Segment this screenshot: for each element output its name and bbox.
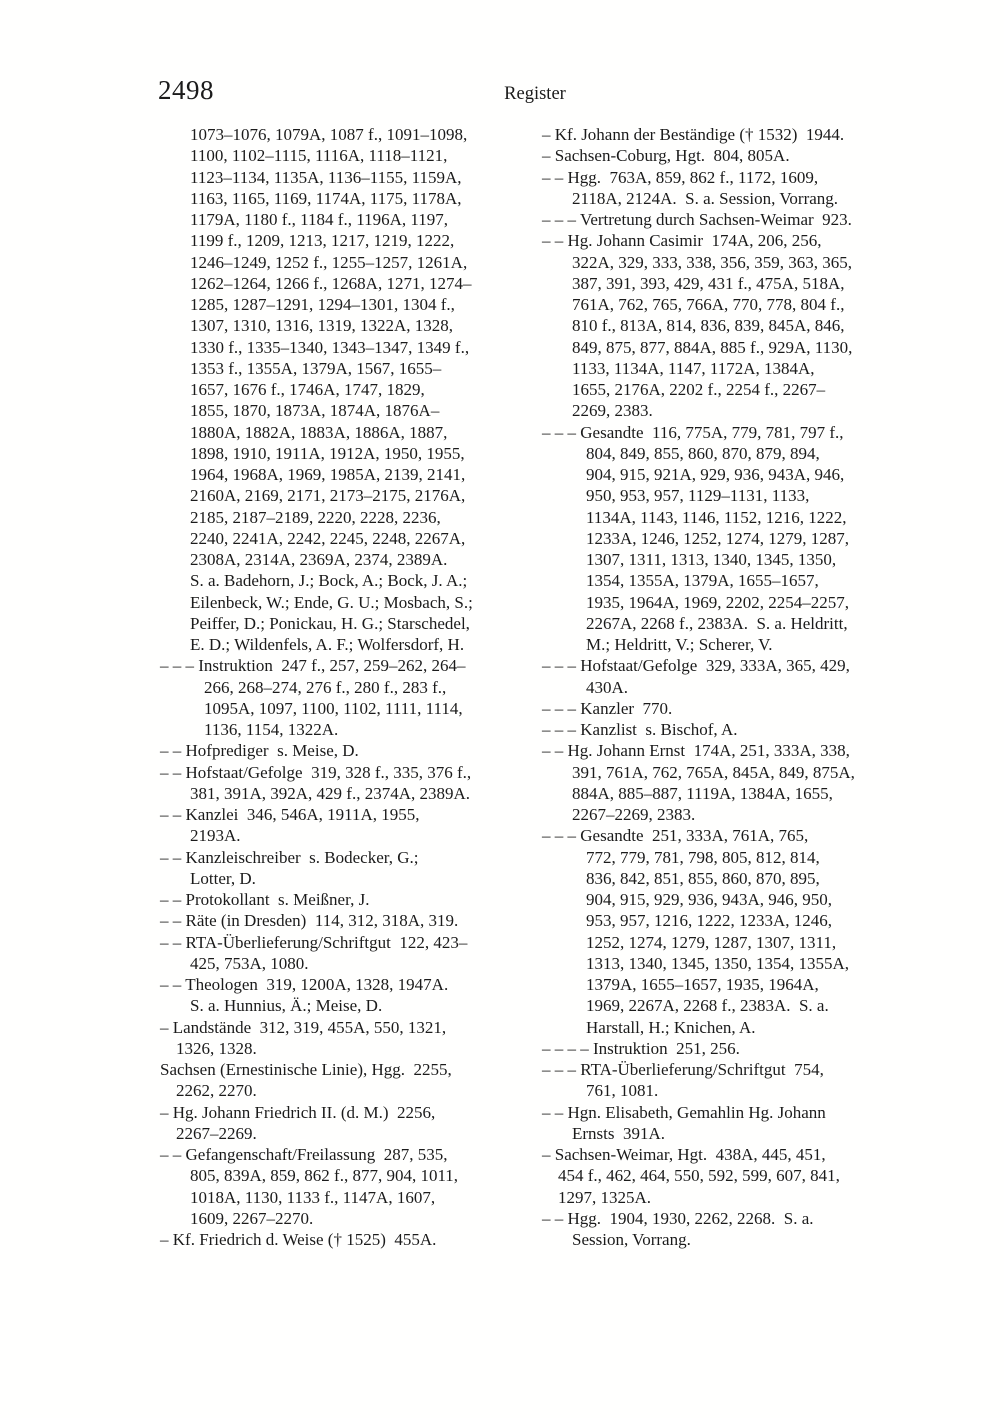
index-line: 2267A, 2268 f., 2383A. S. a. Heldritt, xyxy=(586,613,848,633)
index-line: 1133, 1134A, 1147, 1172A, 1384A, xyxy=(572,358,815,378)
index-line: 1657, 1676 f., 1746A, 1747, 1829, xyxy=(190,380,425,399)
index-line: – – RTA-Überlieferung/Schriftgut 122, 423– xyxy=(160,932,468,952)
index-line: – Hg. Johann Friedrich II. (d. M.) 2256, xyxy=(160,1102,436,1122)
index-line: – – – Hofstaat/Gefolge 329, 333A, 365, 429, xyxy=(542,656,850,676)
index-line: 2185, 2187–2189, 2220, 2228, 2236, xyxy=(190,507,441,527)
index-right-column xyxy=(542,124,922,1250)
index-line: 884A, 885–887, 1119A, 1384A, 1655, xyxy=(572,783,833,803)
index-line: 810 f., 813A, 814, 836, 839, 845A, 846, xyxy=(572,316,845,336)
index-line: 1179A, 1180 f., 1184 f., 1196A, 1197, xyxy=(190,210,448,229)
index-line: 1313, 1340, 1345, 1350, 1354, 1355A, xyxy=(586,953,850,973)
index-line: 1655, 2176A, 2202 f., 2254 f., 2267– xyxy=(572,380,826,399)
index-line: Harstall, H.; Knichen, A. xyxy=(586,1017,756,1037)
index-line: – – – – Instruktion 251, 256. xyxy=(542,1038,740,1058)
index-line: Ernsts 391A. xyxy=(572,1123,666,1143)
index-line: 804, 849, 855, 860, 870, 879, 894, xyxy=(586,443,820,463)
index-line: – – – Instruktion 247 f., 257, 259–262, 264– xyxy=(160,656,466,676)
index-line: 1262–1264, 1266 f., 1268A, 1271, 1274– xyxy=(190,273,472,293)
index-left-column xyxy=(160,124,538,1250)
page-number: 2498 xyxy=(158,75,214,105)
index-line: 266, 268–274, 276 f., 280 f., 283 f., xyxy=(204,677,447,697)
index-line: – – Theologen 319, 1200A, 1328, 1947A. xyxy=(160,975,449,994)
index-line: 1199 f., 1209, 1213, 1217, 1219, 1222, xyxy=(190,231,455,251)
index-line: 1880A, 1882A, 1883A, 1886A, 1887, xyxy=(190,422,448,442)
index-line: – Kf. Johann der Beständige († 1532) 1944. xyxy=(542,125,845,144)
index-line: – – Hg. Johann Ernst 174A, 251, 333A, 338, xyxy=(542,741,850,761)
index-line: 1297, 1325A. xyxy=(558,1187,652,1207)
index-line: – – Hgg. 1904, 1930, 2262, 2268. S. a. xyxy=(542,1208,814,1228)
index-line: 849, 875, 877, 884A, 885 f., 929A, 1130, xyxy=(572,337,853,357)
index-line: 1898, 1910, 1911A, 1912A, 1950, 1955, xyxy=(190,443,465,463)
index-line: 430A. xyxy=(586,677,629,697)
index-line: 1379A, 1655–1657, 1935, 1964A, xyxy=(586,975,819,994)
index-line: 2240, 2241A, 2242, 2245, 2248, 2267A, xyxy=(190,528,466,548)
index-line: 1609, 2267–2270. xyxy=(190,1208,314,1228)
index-line: 1233A, 1246, 1252, 1274, 1279, 1287, xyxy=(586,528,850,548)
index-line: 1018A, 1130, 1133 f., 1147A, 1607, xyxy=(190,1187,436,1207)
index-line: 1100, 1102–1115, 1116A, 1118–1121, xyxy=(190,146,448,166)
index-line: 391, 761A, 762, 765A, 845A, 849, 875A, xyxy=(572,762,855,782)
index-line: – – Hofstaat/Gefolge 319, 328 f., 335, 376 f., xyxy=(160,762,472,782)
index-line: 2267–2269. xyxy=(176,1123,257,1143)
index-line: 1123–1134, 1135A, 1136–1155, 1159A, xyxy=(190,167,462,187)
index-line: 904, 915, 929, 936, 943A, 946, 950, xyxy=(586,890,833,909)
index-line: 1354, 1355A, 1379A, 1655–1657, xyxy=(586,571,819,591)
index-line: 1134A, 1143, 1146, 1152, 1216, 1222, xyxy=(586,507,847,527)
index-line: 1136, 1154, 1322A. xyxy=(204,720,339,739)
index-line: 772, 779, 781, 798, 805, 812, 814, xyxy=(586,847,820,867)
index-line: 2269, 2383. xyxy=(572,401,653,421)
index-line: Sachsen (Ernestinische Linie), Hgg. 2255, xyxy=(160,1060,452,1079)
index-line: 381, 391A, 392A, 429 f., 2374A, 2389A. xyxy=(190,783,471,803)
index-line: – – Hofprediger s. Meise, D. xyxy=(160,741,359,761)
index-line: 454 f., 462, 464, 550, 592, 599, 607, 841, xyxy=(558,1166,840,1186)
index-line: 950, 953, 957, 1129–1131, 1133, xyxy=(586,486,810,506)
index-line: 322A, 329, 333, 338, 356, 359, 363, 365, xyxy=(572,252,853,272)
index-line: – – – Vertretung durch Sachsen-Weimar 923. xyxy=(542,210,852,229)
index-line: M.; Heldritt, V.; Scherer, V. xyxy=(586,635,773,654)
index-line: – – Gefangenschaft/Freilassung 287, 535, xyxy=(160,1145,448,1164)
index-line: 761, 1081. xyxy=(586,1081,659,1101)
index-line: 1326, 1328. xyxy=(176,1038,257,1058)
index-line: 1964, 1968A, 1969, 1985A, 2139, 2141, xyxy=(190,465,466,484)
index-line: 1855, 1870, 1873A, 1874A, 1876A– xyxy=(190,401,440,421)
index-line: 1163, 1165, 1169, 1174A, 1175, 1178A, xyxy=(190,188,462,208)
index-line: Peiffer, D.; Ponickau, H. G.; Starschedel, xyxy=(190,613,470,633)
index-line: 805, 839A, 859, 862 f., 877, 904, 1011, xyxy=(190,1166,459,1186)
index-line: – – – Gesandte 251, 333A, 761A, 765, xyxy=(542,826,809,846)
index-line: – Sachsen-Weimar, Hgt. 438A, 445, 451, xyxy=(542,1145,826,1164)
index-line: 1969, 2267A, 2268 f., 2383A. S. a. xyxy=(586,996,829,1016)
index-line: – – Protokollant s. Meißner, J. xyxy=(160,890,370,909)
index-line: 2267–2269, 2383. xyxy=(572,805,696,824)
index-line: – – – Gesandte 116, 775A, 779, 781, 797 f., xyxy=(542,422,844,442)
index-line: S. a. Badehorn, J.; Bock, A.; Bock, J. A.; xyxy=(190,571,468,591)
index-line: 953, 957, 1216, 1222, 1233A, 1246, xyxy=(586,911,833,931)
index-line: 2160A, 2169, 2171, 2173–2175, 2176A, xyxy=(190,486,466,506)
index-line: – Kf. Friedrich d. Weise († 1525) 455A. xyxy=(160,1230,437,1249)
index-line: S. a. Hunnius, Ä.; Meise, D. xyxy=(190,996,383,1016)
index-line: – Landstände 312, 319, 455A, 550, 1321, xyxy=(160,1017,447,1037)
index-line: – – Hgg. 763A, 859, 862 f., 1172, 1609, xyxy=(542,167,819,187)
index-line: 2118A, 2124A. S. a. Session, Vorrang. xyxy=(572,188,839,208)
index-line: 425, 753A, 1080. xyxy=(190,953,309,973)
index-line: 2193A. xyxy=(190,826,241,846)
index-line: – – – Kanzler 770. xyxy=(542,698,673,718)
index-line: – – Hg. Johann Casimir 174A, 206, 256, xyxy=(542,231,822,251)
index-line: – – Hgn. Elisabeth, Gemahlin Hg. Johann xyxy=(542,1102,826,1122)
index-line: – – – Kanzlist s. Bischof, A. xyxy=(542,720,738,739)
index-line: – – – RTA-Überlieferung/Schriftgut 754, xyxy=(542,1060,824,1079)
index-line: E. D.; Wildenfels, A. F.; Wolfersdorf, H. xyxy=(190,635,465,654)
index-line: Session, Vorrang. xyxy=(572,1230,691,1249)
index-line: Eilenbeck, W.; Ende, G. U.; Mosbach, S.; xyxy=(190,592,473,612)
index-line: 1285, 1287–1291, 1294–1301, 1304 f., xyxy=(190,295,455,314)
index-line: Lotter, D. xyxy=(190,868,256,888)
index-line: 387, 391, 393, 429, 431 f., 475A, 518A, xyxy=(572,273,845,293)
index-line: 1330 f., 1335–1340, 1343–1347, 1349 f., xyxy=(190,337,470,357)
index-line: 1095A, 1097, 1100, 1102, 1111, 1114, xyxy=(204,698,463,718)
index-line: – – Räte (in Dresden) 114, 312, 318A, 319. xyxy=(160,911,459,931)
index-line: 2262, 2270. xyxy=(176,1081,257,1101)
index-line: – – Kanzleischreiber s. Bodecker, G.; xyxy=(160,847,419,867)
index-line: – – Kanzlei 346, 546A, 1911A, 1955, xyxy=(160,805,420,824)
index-line: 836, 842, 851, 855, 860, 870, 895, xyxy=(586,868,820,888)
index-line: 1252, 1274, 1279, 1287, 1307, 1311, xyxy=(586,932,837,952)
index-line: 761A, 762, 765, 766A, 770, 778, 804 f., xyxy=(572,295,845,314)
index-line: – Sachsen-Coburg, Hgt. 804, 805A. xyxy=(542,146,790,166)
index-line: 1935, 1964A, 1969, 2202, 2254–2257, xyxy=(586,592,850,612)
index-line: 1307, 1310, 1316, 1319, 1322A, 1328, xyxy=(190,316,454,336)
index-line: 2308A, 2314A, 2369A, 2374, 2389A. xyxy=(190,550,448,569)
index-line: 1307, 1311, 1313, 1340, 1345, 1350, xyxy=(586,550,837,569)
running-header: Register xyxy=(504,84,566,104)
index-line: 1246–1249, 1252 f., 1255–1257, 1261A, xyxy=(190,252,468,272)
index-line: 1073–1076, 1079A, 1087 f., 1091–1098, xyxy=(190,125,468,144)
index-line: 904, 915, 921A, 929, 936, 943A, 946, xyxy=(586,465,845,484)
index-line: 1353 f., 1355A, 1379A, 1567, 1655– xyxy=(190,358,442,378)
